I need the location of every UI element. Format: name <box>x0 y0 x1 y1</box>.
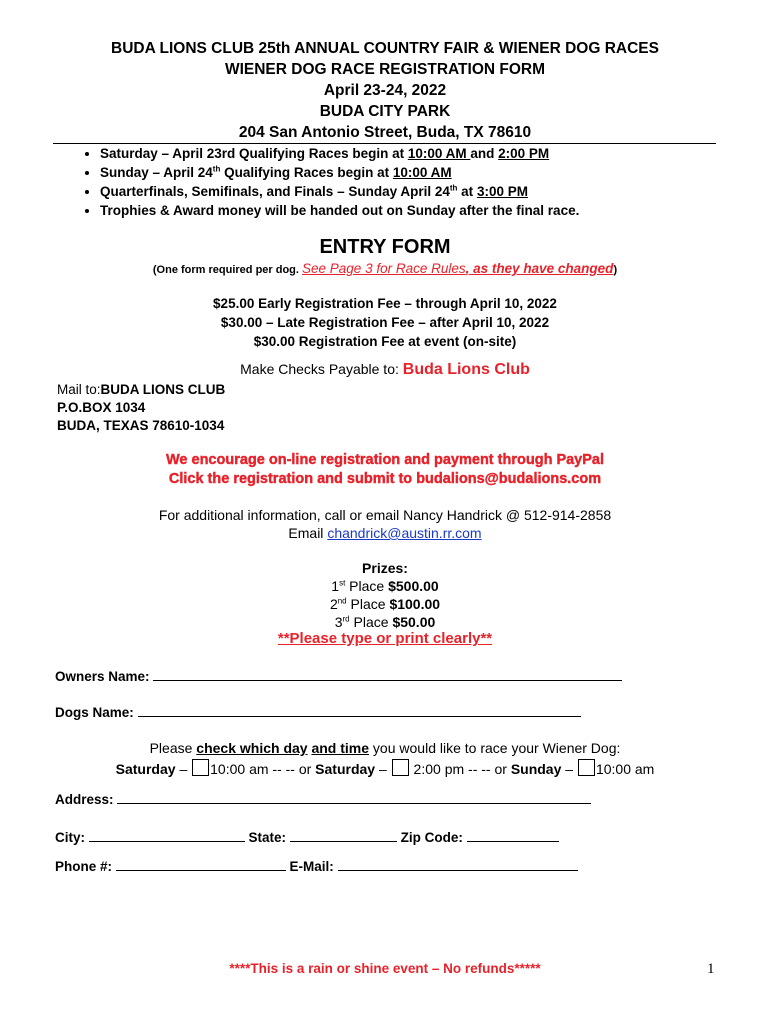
sunday-10am-checkbox[interactable] <box>578 759 595 776</box>
schedule-item: • Trophies & Award money will be handed out on Sunday after the final race. <box>100 201 740 220</box>
prize-3: 3rd Place $50.00 <box>334 614 436 630</box>
zip-field[interactable] <box>467 828 559 842</box>
fee-onsite: $30.00 Registration Fee at event (on-site) <box>253 334 517 349</box>
fee-late: $30.00 – Late Registration Fee – after April 10, 2022 <box>220 315 550 330</box>
page-number: 1 <box>707 961 715 977</box>
header-dates: April 23-24, 2022 <box>323 82 447 99</box>
contact-info: For additional information, call or email Nancy Handrick @ 512-914-2858 Email chandrick@austin.rr.com <box>158 507 612 541</box>
city-state-zip-row: City: State: Zip Code: <box>55 828 559 845</box>
schedule-item: • Saturday – April 23rd Qualifying Races begin at 10:00 AM and 2:00 PM <box>100 144 740 163</box>
schedule-item: • Quarterfinals, Semifinals, and Finals – Sunday April 24th at 3:00 PM <box>100 182 740 201</box>
footer-notice: ****This is a rain or shine event – No refunds***** <box>229 961 541 976</box>
prizes-block: Prizes: 1st Place $500.00 2nd Place $100.00 3rd Place $50.00 <box>0 559 770 631</box>
fees-block <box>0 294 770 351</box>
header-form-name: WIENER DOG RACE REGISTRATION FORM <box>224 61 546 78</box>
entry-form-note: (One form required per dog. See Page 3 for Race Rules, as they have changed) <box>152 261 618 276</box>
saturday-2pm-checkbox[interactable] <box>392 759 409 776</box>
email-field[interactable] <box>338 857 578 871</box>
saturday-10am-checkbox[interactable] <box>192 759 209 776</box>
payable-name: Buda Lions Club <box>402 361 530 378</box>
header-address: 204 San Antonio Street, Buda, TX 78610 <box>238 124 532 141</box>
payable-line: Make Checks Payable to: Buda Lions Club <box>240 361 530 378</box>
city-field[interactable] <box>89 828 245 842</box>
state-field[interactable] <box>290 828 397 842</box>
phone-email-row: Phone #: E-Mail: <box>55 857 578 874</box>
schedule-list <box>60 144 740 220</box>
dogs-name-field[interactable]: Dogs Name: <box>55 703 581 720</box>
print-clearly-notice: **Please type or print clearly** <box>277 630 493 647</box>
owners-name-field[interactable]: Owners Name: <box>55 667 622 684</box>
address-field[interactable]: Address: <box>55 790 591 807</box>
fee-early: $25.00 Early Registration Fee – through April 10, 2022 <box>213 296 557 311</box>
phone-field[interactable] <box>116 857 286 871</box>
prize-2: 2nd Place $100.00 <box>329 596 441 612</box>
entry-form-title: ENTRY FORM <box>319 236 451 258</box>
race-time-selection: Please check which day and time you would like to race your Wiener Dog: Saturday – 10:00 am -- -- or Saturday – 2:00 pm -- -- or Sunday – 10:00 am <box>115 740 655 777</box>
header-venue: BUDA CITY PARK <box>319 103 451 120</box>
online-registration-notice: We encourage on-line registration and payment through PayPal Click the registration and submit to budalions@budalions.com <box>165 452 605 487</box>
mailing-address: Mail to:BUDA LIONS CLUB P.O.BOX 1034 BUDA, TEXAS 78610-1034 <box>57 382 226 433</box>
contact-email-link[interactable]: chandrick@austin.rr.com <box>327 525 482 541</box>
header-title: BUDA LIONS CLUB 25th ANNUAL COUNTRY FAIR & WIENER DOG RACES <box>111 40 659 57</box>
prize-1: 1st Place $500.00 <box>331 578 439 594</box>
schedule-item: • Sunday – April 24th Qualifying Races begin at 10:00 AM <box>100 163 740 182</box>
